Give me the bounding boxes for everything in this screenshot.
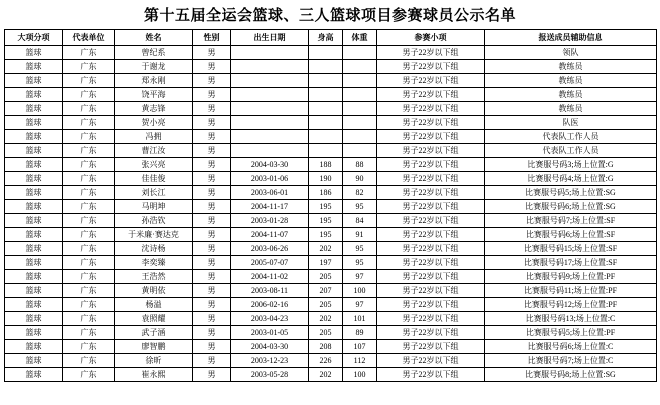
table-cell: 张兴亮: [115, 158, 193, 172]
table-cell: 190: [309, 172, 343, 186]
table-cell: 男: [193, 256, 231, 270]
table-cell: 男: [193, 88, 231, 102]
table-cell: 男子22岁以下组: [377, 340, 485, 354]
table-cell: 比赛服号码5;场上位置:SG: [485, 186, 657, 200]
table-row: [5, 88, 657, 102]
table-cell: 97: [343, 270, 377, 284]
table-cell: 马明坤: [115, 200, 193, 214]
table-cell: [231, 88, 309, 102]
table-cell: 篮球: [5, 340, 63, 354]
table-cell: 队医: [485, 116, 657, 130]
table-cell: [343, 102, 377, 116]
column-header: 报送成员辅助信息: [485, 30, 657, 46]
table-cell: 100: [343, 284, 377, 298]
table-cell: 篮球: [5, 200, 63, 214]
table-row: [5, 256, 657, 270]
table-cell: 黄志锋: [115, 102, 193, 116]
table-row: [5, 242, 657, 256]
table-cell: 饶平海: [115, 88, 193, 102]
table-cell: 广东: [63, 326, 115, 340]
table-row: [5, 74, 657, 88]
table-cell: [231, 102, 309, 116]
table-cell: 广东: [63, 116, 115, 130]
table-cell: 广东: [63, 242, 115, 256]
table-cell: [231, 116, 309, 130]
table-cell: 比赛服号码13;场上位置:C: [485, 312, 657, 326]
table-cell: 篮球: [5, 102, 63, 116]
roster-table: [4, 29, 657, 382]
table-cell: 广东: [63, 340, 115, 354]
table-cell: 207: [309, 284, 343, 298]
table-cell: 男子22岁以下组: [377, 214, 485, 228]
table-cell: 男: [193, 200, 231, 214]
table-cell: 贺小亮: [115, 116, 193, 130]
table-cell: 男子22岁以下组: [377, 46, 485, 60]
table-cell: 比赛服号码7;场上位置:SF: [485, 214, 657, 228]
table-cell: 2003-08-11: [231, 284, 309, 298]
table-cell: [309, 144, 343, 158]
table-cell: 男: [193, 354, 231, 368]
table-cell: 教练员: [485, 60, 657, 74]
table-cell: 2003-01-28: [231, 214, 309, 228]
table-header: [5, 30, 657, 46]
table-cell: 195: [309, 200, 343, 214]
table-cell: 篮球: [5, 354, 63, 368]
table-cell: 男: [193, 242, 231, 256]
table-cell: 2004-11-17: [231, 200, 309, 214]
table-cell: 100: [343, 368, 377, 382]
table-cell: 101: [343, 312, 377, 326]
table-cell: 2003-04-23: [231, 312, 309, 326]
table-row: [5, 312, 657, 326]
table-row: [5, 46, 657, 60]
table-cell: 篮球: [5, 242, 63, 256]
table-row: [5, 102, 657, 116]
table-cell: 107: [343, 340, 377, 354]
table-cell: 廖智鹏: [115, 340, 193, 354]
table-cell: 男: [193, 340, 231, 354]
table-cell: 比赛服号码7;场上位置:C: [485, 354, 657, 368]
table-cell: 男子22岁以下组: [377, 368, 485, 382]
table-cell: 男: [193, 158, 231, 172]
table-cell: 202: [309, 242, 343, 256]
table-cell: 男: [193, 172, 231, 186]
table-cell: 男子22岁以下组: [377, 228, 485, 242]
table-cell: 男子22岁以下组: [377, 242, 485, 256]
table-cell: 武子涵: [115, 326, 193, 340]
table-cell: 广东: [63, 256, 115, 270]
table-row: [5, 368, 657, 382]
table-cell: 篮球: [5, 256, 63, 270]
column-header: 性别: [193, 30, 231, 46]
table-cell: [309, 102, 343, 116]
table-cell: 篮球: [5, 60, 63, 74]
table-cell: 88: [343, 158, 377, 172]
column-header: 大项分项: [5, 30, 63, 46]
table-cell: 男子22岁以下组: [377, 326, 485, 340]
table-cell: 男: [193, 298, 231, 312]
table-cell: 男子22岁以下组: [377, 60, 485, 74]
table-row: [5, 116, 657, 130]
table-cell: 比赛服号码12;场上位置:PF: [485, 298, 657, 312]
table-cell: [231, 74, 309, 88]
table-cell: 比赛服号码17;场上位置:SF: [485, 256, 657, 270]
table-cell: 90: [343, 172, 377, 186]
table-cell: [343, 144, 377, 158]
table-row: [5, 354, 657, 368]
table-cell: 篮球: [5, 368, 63, 382]
table-cell: 197: [309, 256, 343, 270]
table-cell: 2003-01-06: [231, 172, 309, 186]
table-cell: [309, 88, 343, 102]
table-cell: 男子22岁以下组: [377, 256, 485, 270]
table-cell: 男子22岁以下组: [377, 270, 485, 284]
table-cell: 广东: [63, 270, 115, 284]
table-cell: 广东: [63, 284, 115, 298]
table-cell: 男: [193, 116, 231, 130]
table-row: [5, 228, 657, 242]
table-cell: 226: [309, 354, 343, 368]
table-cell: 186: [309, 186, 343, 200]
table-cell: 208: [309, 340, 343, 354]
table-row: [5, 284, 657, 298]
table-cell: 广东: [63, 368, 115, 382]
table-cell: 205: [309, 298, 343, 312]
table-cell: [309, 116, 343, 130]
table-body: [5, 46, 657, 382]
table-row: [5, 214, 657, 228]
column-header: 姓名: [115, 30, 193, 46]
table-cell: 2003-06-01: [231, 186, 309, 200]
table-cell: 比赛服号码6;场上位置:SF: [485, 228, 657, 242]
table-row: [5, 298, 657, 312]
table-cell: 王浩然: [115, 270, 193, 284]
table-cell: 112: [343, 354, 377, 368]
table-cell: 男: [193, 326, 231, 340]
table-cell: [343, 60, 377, 74]
table-cell: 男子22岁以下组: [377, 88, 485, 102]
table-cell: 比赛服号码6;场上位置:SG: [485, 200, 657, 214]
table-cell: 男子22岁以下组: [377, 298, 485, 312]
table-cell: 202: [309, 368, 343, 382]
table-cell: [343, 74, 377, 88]
table-cell: 篮球: [5, 74, 63, 88]
table-cell: 男: [193, 214, 231, 228]
table-cell: 男: [193, 46, 231, 60]
table-header-row: [5, 30, 657, 46]
table-cell: 篮球: [5, 298, 63, 312]
table-cell: 教练员: [485, 102, 657, 116]
table-cell: [309, 46, 343, 60]
table-cell: 2004-03-30: [231, 340, 309, 354]
table-cell: 广东: [63, 214, 115, 228]
table-cell: [231, 144, 309, 158]
table-cell: 男子22岁以下组: [377, 186, 485, 200]
table-cell: 2003-12-23: [231, 354, 309, 368]
table-row: [5, 326, 657, 340]
table-cell: 广东: [63, 354, 115, 368]
table-cell: 篮球: [5, 172, 63, 186]
table-row: [5, 130, 657, 144]
table-cell: 于米廉·赛达克: [115, 228, 193, 242]
table-cell: 2004-11-07: [231, 228, 309, 242]
table-cell: 广东: [63, 172, 115, 186]
table-cell: 男: [193, 368, 231, 382]
table-row: [5, 340, 657, 354]
table-cell: 曹江汝: [115, 144, 193, 158]
table-cell: 195: [309, 228, 343, 242]
table-cell: 男: [193, 186, 231, 200]
table-cell: 领队: [485, 46, 657, 60]
table-cell: 广东: [63, 200, 115, 214]
table-cell: 广东: [63, 186, 115, 200]
table-cell: 教练员: [485, 74, 657, 88]
table-row: [5, 200, 657, 214]
table-cell: [231, 60, 309, 74]
table-cell: 男子22岁以下组: [377, 158, 485, 172]
table-cell: 广东: [63, 144, 115, 158]
table-cell: 篮球: [5, 312, 63, 326]
table-cell: 男: [193, 270, 231, 284]
table-cell: 男: [193, 312, 231, 326]
table-cell: 84: [343, 214, 377, 228]
table-cell: 男子22岁以下组: [377, 102, 485, 116]
table-cell: 黄明依: [115, 284, 193, 298]
column-header: 出生日期: [231, 30, 309, 46]
table-cell: 代表队工作人员: [485, 130, 657, 144]
table-cell: 男子22岁以下组: [377, 200, 485, 214]
table-cell: 2005-07-07: [231, 256, 309, 270]
table-cell: 男子22岁以下组: [377, 74, 485, 88]
table-cell: 男子22岁以下组: [377, 116, 485, 130]
table-cell: [309, 74, 343, 88]
table-row: [5, 60, 657, 74]
table-cell: 男: [193, 284, 231, 298]
table-cell: 冯拥: [115, 130, 193, 144]
table-cell: 广东: [63, 102, 115, 116]
table-cell: 教练员: [485, 88, 657, 102]
table-cell: 男子22岁以下组: [377, 354, 485, 368]
table-cell: 2003-06-26: [231, 242, 309, 256]
table-cell: [343, 130, 377, 144]
table-row: [5, 186, 657, 200]
table-cell: 82: [343, 186, 377, 200]
table-row: [5, 172, 657, 186]
table-cell: 篮球: [5, 214, 63, 228]
table-cell: 崔永熙: [115, 368, 193, 382]
table-cell: 篮球: [5, 116, 63, 130]
table-cell: 男: [193, 130, 231, 144]
table-row: [5, 144, 657, 158]
table-cell: 代表队工作人员: [485, 144, 657, 158]
table-cell: 篮球: [5, 130, 63, 144]
table-cell: 广东: [63, 88, 115, 102]
table-cell: 2004-03-30: [231, 158, 309, 172]
table-cell: 篮球: [5, 158, 63, 172]
table-cell: 篮球: [5, 88, 63, 102]
table-cell: 2003-01-05: [231, 326, 309, 340]
table-cell: 205: [309, 270, 343, 284]
table-cell: 篮球: [5, 46, 63, 60]
table-cell: 篮球: [5, 144, 63, 158]
table-cell: 男: [193, 74, 231, 88]
table-cell: 91: [343, 228, 377, 242]
table-cell: 徐昕: [115, 354, 193, 368]
table-cell: 2006-02-16: [231, 298, 309, 312]
table-cell: 篮球: [5, 228, 63, 242]
table-cell: [343, 46, 377, 60]
table-cell: 男: [193, 144, 231, 158]
column-header: 参赛小项: [377, 30, 485, 46]
column-header: 身高: [309, 30, 343, 46]
table-cell: 广东: [63, 60, 115, 74]
table-cell: 89: [343, 326, 377, 340]
table-cell: 2003-05-28: [231, 368, 309, 382]
table-cell: 比赛服号码4;场上位置:G: [485, 172, 657, 186]
table-cell: 195: [309, 214, 343, 228]
table-cell: 男: [193, 228, 231, 242]
table-cell: 曾纪系: [115, 46, 193, 60]
table-cell: 广东: [63, 158, 115, 172]
table-cell: 篮球: [5, 270, 63, 284]
column-header: 体重: [343, 30, 377, 46]
table-row: [5, 158, 657, 172]
table-cell: 202: [309, 312, 343, 326]
table-cell: 比赛服号码5;场上位置:PF: [485, 326, 657, 340]
table-cell: 比赛服号码3;场上位置:G: [485, 158, 657, 172]
table-cell: 男子22岁以下组: [377, 172, 485, 186]
table-cell: 男子22岁以下组: [377, 312, 485, 326]
table-cell: [231, 46, 309, 60]
table-cell: 188: [309, 158, 343, 172]
table-cell: 比赛服号码11;场上位置:PF: [485, 284, 657, 298]
table-cell: 比赛服号码9;场上位置:PF: [485, 270, 657, 284]
table-cell: 95: [343, 200, 377, 214]
table-cell: 比赛服号码15;场上位置:SF: [485, 242, 657, 256]
table-cell: 2004-11-02: [231, 270, 309, 284]
table-cell: 沈诗杨: [115, 242, 193, 256]
table-cell: 205: [309, 326, 343, 340]
table-cell: 比赛服号码8;场上位置:SG: [485, 368, 657, 382]
table-cell: 李奕臻: [115, 256, 193, 270]
table-cell: 杨溢: [115, 298, 193, 312]
table-cell: [231, 130, 309, 144]
table-cell: 篮球: [5, 284, 63, 298]
table-cell: 广东: [63, 312, 115, 326]
table-cell: [309, 60, 343, 74]
table-cell: 于谢龙: [115, 60, 193, 74]
column-header: 代表单位: [63, 30, 115, 46]
table-cell: 袁照耀: [115, 312, 193, 326]
table-cell: 孙浩钦: [115, 214, 193, 228]
page-title: 第十五届全运会篮球、三人篮球项目参赛球员公示名单: [143, 8, 516, 24]
table-cell: 篮球: [5, 186, 63, 200]
table-cell: 篮球: [5, 326, 63, 340]
table-cell: [343, 116, 377, 130]
table-cell: 刘长江: [115, 186, 193, 200]
table-cell: 95: [343, 242, 377, 256]
table-row: [5, 270, 657, 284]
table-cell: 比赛服号码6;场上位置:C: [485, 340, 657, 354]
table-cell: 男子22岁以下组: [377, 284, 485, 298]
table-cell: [343, 88, 377, 102]
table-cell: 男子22岁以下组: [377, 144, 485, 158]
table-cell: 97: [343, 298, 377, 312]
table-cell: [309, 130, 343, 144]
table-cell: 广东: [63, 298, 115, 312]
table-cell: 广东: [63, 46, 115, 60]
table-cell: 男子22岁以下组: [377, 130, 485, 144]
table-cell: 佳佳俊: [115, 172, 193, 186]
table-cell: 郑永刚: [115, 74, 193, 88]
table-cell: 男: [193, 60, 231, 74]
table-cell: 广东: [63, 130, 115, 144]
table-cell: 广东: [63, 74, 115, 88]
table-cell: 95: [343, 256, 377, 270]
table-cell: 广东: [63, 228, 115, 242]
table-cell: 男: [193, 102, 231, 116]
